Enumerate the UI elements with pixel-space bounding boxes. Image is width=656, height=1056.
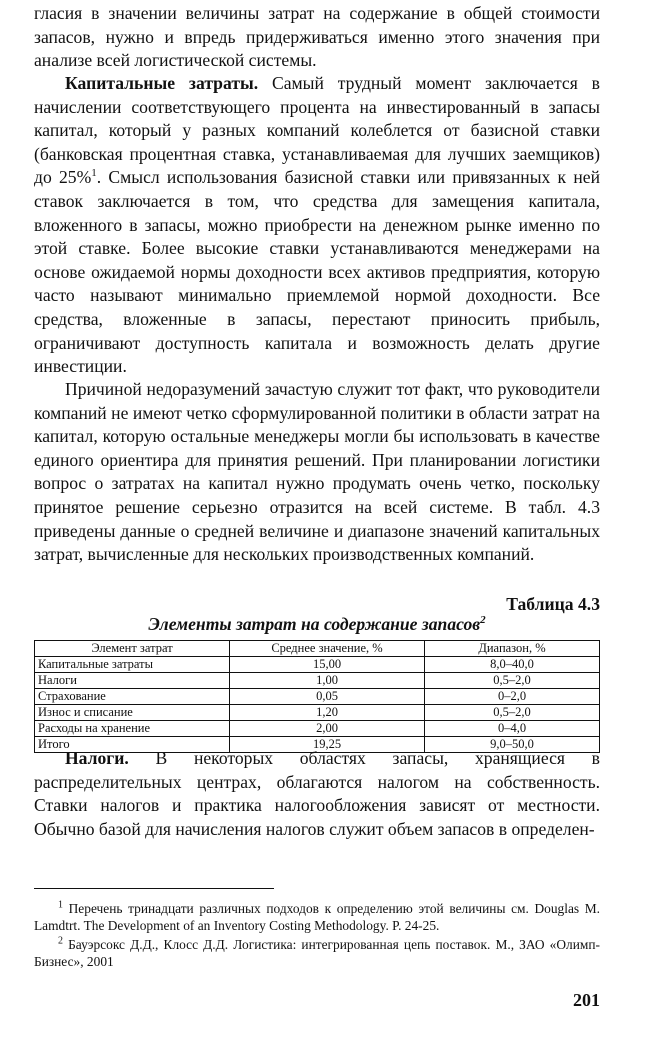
footnote-ref-1: 1: [91, 167, 97, 180]
taxes-heading: Налоги.: [65, 748, 129, 768]
table-header-row: [35, 641, 600, 657]
taxes-text: В некоторых областях запасы, хранящиеся в распределительных центрах, облагаются налогом на собственность. Ставки налогов и практика налогообложения зависят от местности. Обычно базой для начисления налогов служит объем запасов в определен-: [34, 748, 600, 839]
table-row: [35, 689, 600, 705]
footnote-1-text: Перечень тринадцати различных подходов к определению этой величины см. Douglas M. Lamdtrt. The Development of an Inventory Costing Methodology. P. 24-25.: [34, 901, 600, 933]
table-cell: 0–4,0: [425, 721, 600, 737]
capital-costs-text-1: Самый трудный момент заключается в начислении соответствующего процента на инвестированный в запасы капитал, который у разных компаний колеблется от базисной ставки (банковская процентная ставка, устанавливаемая для лучших заемщиков) до 25%: [34, 73, 600, 188]
footnote-1-number: 1: [58, 899, 63, 911]
table-title: [34, 614, 600, 635]
table-cell: Износ и списание: [35, 705, 230, 721]
table-cell: 9,0–50,0: [425, 737, 600, 753]
table-header-cell: Диапазон, %: [425, 641, 600, 657]
table-cell: Капитальные затраты: [35, 657, 230, 673]
footnote-2: [34, 936, 600, 970]
table-cell: 0,5–2,0: [425, 705, 600, 721]
table-row: [35, 657, 600, 673]
table-cell: 1,00: [230, 673, 425, 689]
table-title-text: Элементы затрат на содержание запасов: [148, 614, 481, 634]
table-cell: 15,00: [230, 657, 425, 673]
table-header-cell: Среднее значение, %: [230, 641, 425, 657]
taxes-paragraph: [34, 747, 600, 841]
table-cell: 0,05: [230, 689, 425, 705]
table-cell: 8,0–40,0: [425, 657, 600, 673]
capital-costs-text-2: . Смысл использования базисной ставки или привязанных к ней ставок заключается в том, что средства для замещения капитала, вложенного в запасы, можно приобрести на денежном рынке именно по этой ставке. Более высокие ставки устанавливаются менеджерами на основе ожидаемой нормы доходности всех активов предприятия, которую часто называют минимально приемлемой нормой доходности. Все средства, вложенные в запасы, перестают приносить прибыль, ограничивают доступность капитала и возможность делать другие инвестиции.: [34, 167, 600, 377]
table-cell: Налоги: [35, 673, 230, 689]
footnote-ref-2: 2: [480, 614, 486, 627]
footnote-2-number: 2: [58, 935, 63, 947]
table-cell: Расходы на хранение: [35, 721, 230, 737]
table-cell: Итого: [35, 737, 230, 753]
page-number: 201: [573, 990, 600, 1010]
capital-costs-paragraph: [34, 72, 600, 379]
table-row: [35, 673, 600, 689]
table-cell: 1,20: [230, 705, 425, 721]
intro-paragraph: гласия в значении величины затрат на содержание в общей стоимости запасов, нужно и впредь придерживаться именно этого значения при анализе всей логистической системы.: [34, 3, 600, 71]
table-cell: 19,25: [230, 737, 425, 753]
table-cell: 0,5–2,0: [425, 673, 600, 689]
capital-costs-heading: Капитальные затраты.: [65, 73, 259, 93]
table-row: [35, 705, 600, 721]
costs-table: [34, 640, 600, 753]
footnote-2-text: Бауэрсокс Д.Д., Клосс Д.Д. Логистика: интегрированная цепь поставок. М., ЗАО «Олимп-Бизнес», 2001: [34, 937, 600, 969]
table-header-cell: Элемент затрат: [35, 641, 230, 657]
footnote-divider: [34, 888, 274, 889]
reason-paragraph: Причиной недоразумений зачастую служит тот факт, что руководители компаний не имеют четко сформулированной политики в области затрат на капитал, которую остальные менеджеры могли бы использовать в качестве единого ориентира для принятия решений. При планировании логистики вопрос о затратах на капитал нужно продумать очень четко, поскольку принятое решение серьезно отразится на всей системе. В табл. 4.3 приведены данные о средней величине и диапазоне значений капитальных затрат, вычисленные для нескольких производственных компаний.: [34, 379, 600, 565]
footnote-1: [34, 900, 600, 934]
table-cell: 0–2,0: [425, 689, 600, 705]
table-cell: 2,00: [230, 721, 425, 737]
table-number: Таблица 4.3: [506, 594, 600, 614]
table-cell: Страхование: [35, 689, 230, 705]
table-row: [35, 721, 600, 737]
